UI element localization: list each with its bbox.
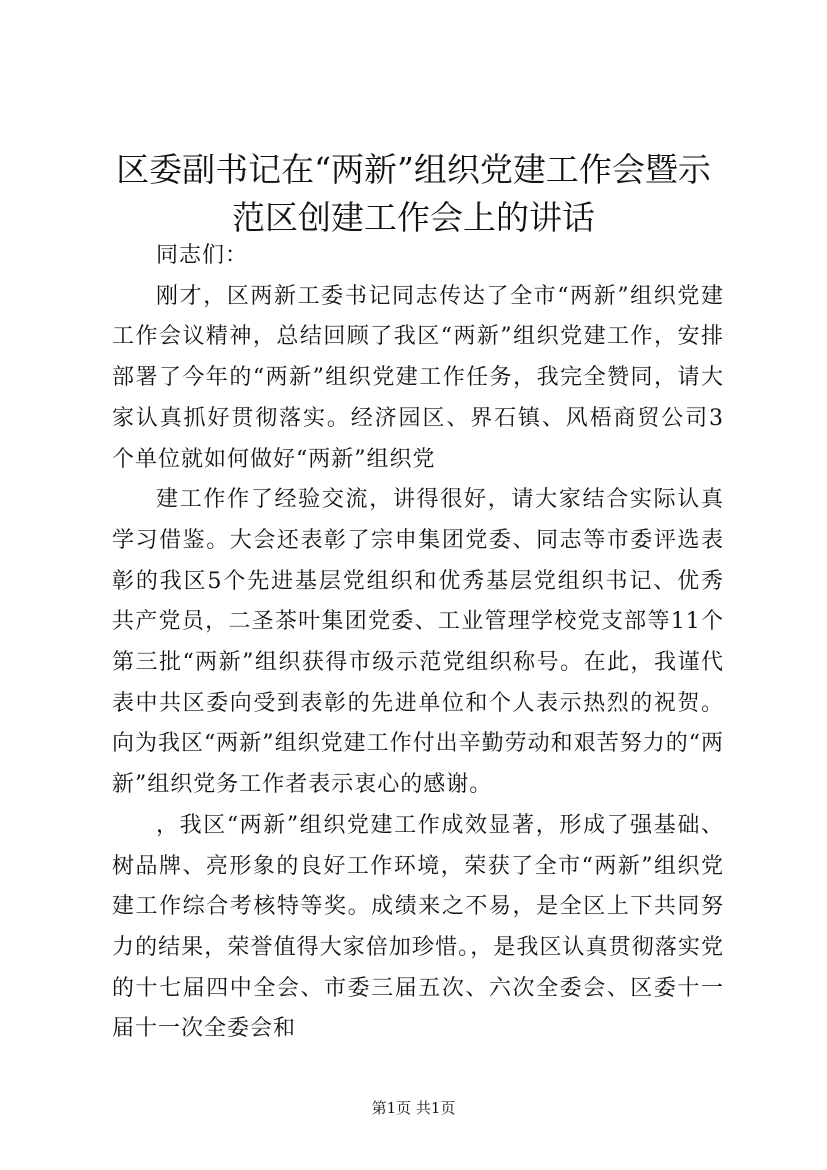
document-body — [112, 236, 724, 1050]
page-footer: 第1页 共1页 — [371, 1099, 456, 1117]
body-paragraph: 刚才，区两新工委书记同志传达了全市“两新”组织党建工作会议精神，总结回顾了我区“两新”组织党建工作，安排部署了今年的“两新”组织党建工作任务，我完全赞同，请大家认真抓好贯彻落实。经济园区、界石镇、风梧商贸公司3个单位就如何做好“两新”组织党 — [112, 283, 724, 472]
document-title: 区委副书记在“两新”组织党建工作会暨示范区创建工作会上的讲话 — [116, 150, 711, 237]
body-paragraph: 建工作作了经验交流，讲得很好，请大家结合实际认真学习借鉴。大会还表彰了宗申集团党委、同志等市委评选表彰的我区5个先进基层党组织和优秀基层党组织书记、优秀共产党员，二圣茶叶集团党委、工业管理学校党支部等11个第三批“两新”组织获得市级示范党组织称号。在此，我谨代表中共区委向受到表彰的先进单位和个人表示热烈的祝贺。向为我区“两新”组织党建工作付出辛勤劳动和艰苦努力的“两新”组织党务工作者表示衷心的感谢。 — [112, 487, 724, 798]
salutation-paragraph: 同志们： — [156, 243, 249, 268]
body-paragraph: ，我区“两新”组织党建工作成效显著，形成了强基础、树品牌、亮形象的良好工作环境，荣获了全市“两新”组织党建工作综合考核特等奖。成绩来之不易，是全区上下共同努力的结果，荣誉值得大家倍加珍惜。，是我区认真贯彻落实党的十七届四中全会、市委三届五次、六次全委会、区委十一届十一次全委会和 — [112, 812, 724, 1042]
